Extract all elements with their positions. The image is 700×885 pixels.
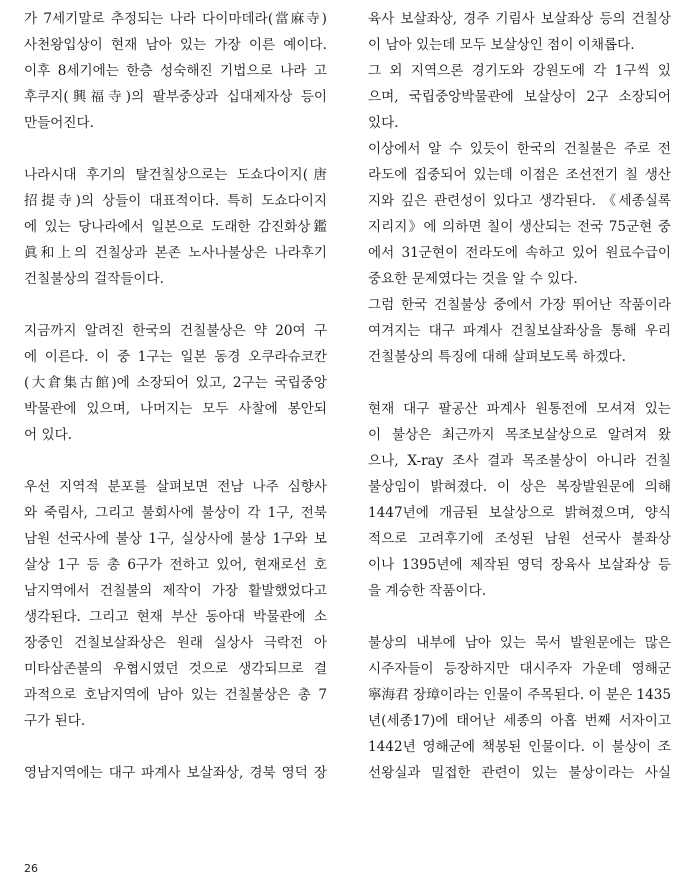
text-line: 으나, X-ray 조사 결과 목조불상이 아니라 건칠	[368, 453, 671, 469]
text-line: 남지역에서 건칠불의 제작이 가장 활발했었다고	[24, 583, 327, 599]
text-line: 에서 31군현이 전라도에 속하고 있어 원료수급이	[368, 245, 671, 261]
text-line: 박물관에 있으며, 나머지는 모두 사찰에 봉안되	[24, 401, 327, 417]
paragraph	[24, 318, 327, 448]
text-line: 선왕실과 밀접한 관련이 있는 불상이라는 사실	[368, 765, 671, 781]
text-line: 남원 선국사에 불상 1구, 실상사에 불상 1구와 보	[24, 531, 327, 547]
text-line: 육사 보살좌상, 경주 기림사 보살좌상 등의 건칠상	[368, 11, 671, 27]
text-line: 현재 대구 팔공산 파계사 원통전에 모셔져 있는	[368, 401, 671, 417]
text-line: 그럼 한국 건칠불상 중에서 가장 뛰어난 작품이라	[368, 297, 671, 313]
text-line: 眞和上의 건칠상과 본존 노사나불상은 나라후기	[24, 245, 327, 261]
paragraph-gap	[368, 604, 671, 630]
paragraph	[24, 162, 327, 292]
text-line: 영남지역에는 대구 파계사 보살좌상, 경북 영덕 장	[24, 765, 327, 781]
text-line: 라도에 집중되어 있는데 이점은 조선전기 칠 생산	[368, 167, 671, 183]
paragraph	[368, 630, 671, 786]
text-line: 이후 8세기에는 한층 성숙해진 기법으로 나라 고	[24, 63, 327, 79]
paragraph	[368, 136, 671, 292]
paragraph-gap	[24, 136, 327, 162]
text-line: 으며, 국립중앙박물관에 보살상이 2구 소장되어	[368, 89, 671, 105]
paragraph-gap	[368, 370, 671, 396]
text-line: 사천왕입상이 현재 남아 있는 가장 이른 예이다.	[24, 37, 327, 53]
text-line: 에 이른다. 이 중 1구는 일본 동경 오쿠라슈코칸	[24, 349, 327, 365]
text-line: 여겨지는 대구 파계사 건칠보살좌상을 통해 우리	[368, 323, 671, 339]
text-line: 우선 지역적 분포를 살펴보면 전남 나주 심향사	[24, 479, 327, 495]
text-line: 살상 1구 등 총 6구가 전하고 있어, 현재로선 호	[24, 557, 327, 573]
left-text-column	[24, 6, 327, 786]
text-line: 불상임이 밝혀졌다. 이 상은 복장발원문에 의해	[368, 479, 671, 495]
paragraph	[24, 760, 327, 786]
text-line: 지금까지 알려진 한국의 건칠불상은 약 20여 구	[24, 323, 327, 339]
text-line: 장중인 건칠보살좌상은 원래 실상사 극락전 아	[24, 635, 327, 651]
paragraph-gap	[24, 734, 327, 760]
text-line: 건칠불상의 특징에 대해 살펴보도록 하겠다.	[368, 349, 626, 365]
paragraph	[368, 58, 671, 136]
paragraph	[24, 474, 327, 734]
text-line: 와 죽림사, 그리고 불회사에 불상이 각 1구, 전북	[24, 505, 327, 521]
text-line: 지리지》에 의하면 칠이 생산되는 전국 75군현 중	[368, 219, 671, 235]
paragraph-gap	[24, 448, 327, 474]
paragraph-gap	[24, 292, 327, 318]
text-line: 과적으로 호남지역에 남아 있는 건칠불상은 총 7	[24, 687, 327, 703]
text-line: 그 외 지역으론 경기도와 강원도에 각 1구씩 있	[368, 63, 671, 79]
text-line: 미타삼존불의 우협시였던 것으로 생각되므로 결	[24, 661, 327, 677]
text-line: 시주자들이 등장하지만 대시주자 가운데 영해군	[368, 661, 671, 677]
text-line: 寧海君 장璋이라는 인물이 주목된다. 이 분은 1435	[368, 687, 672, 703]
text-line: 어 있다.	[24, 427, 73, 443]
paragraph	[368, 6, 671, 58]
text-line: 招提寺)의 상들이 대표적이다. 특히 도쇼다이지	[24, 193, 327, 209]
text-line: 지와 깊은 관련성이 있다고 생각된다. 《세종실록	[368, 193, 671, 209]
text-line: 나라시대 후기의 탈건칠상으로는 도쇼다이지(唐	[24, 167, 327, 183]
text-line: 후쿠지(興福寺)의 팔부중상과 십대제자상 등이	[24, 89, 327, 105]
text-line: 가 7세기말로 추정되는 나라 다이마데라(當麻寺)	[24, 11, 327, 27]
text-line: 중요한 문제였다는 것을 알 수 있다.	[368, 271, 578, 287]
paragraph	[368, 292, 671, 370]
text-line: 1442년 영해군에 책봉된 인물이다. 이 불상이 조	[368, 739, 671, 755]
text-line: 만들어진다.	[24, 115, 94, 131]
text-line: 건칠불상의 걸작들이다.	[24, 271, 164, 287]
text-line: 년(세종17)에 태어난 세종의 아홉 번째 서자이고	[368, 713, 671, 729]
text-line: (大倉集古館)에 소장되어 있고, 2구는 국립중앙	[24, 375, 327, 391]
text-line: 이 남아 있는데 모두 보살상인 점이 이채롭다.	[368, 37, 635, 53]
text-line: 있다.	[368, 115, 399, 131]
paragraph	[368, 396, 671, 604]
text-line: 이나 1395년에 제작된 영덕 장육사 보살좌상 등	[368, 557, 671, 573]
text-line: 이상에서 알 수 있듯이 한국의 건칠불은 주로 전	[368, 141, 671, 157]
text-line: 생각된다. 그리고 현재 부산 동아대 박물관에 소	[24, 609, 327, 625]
text-line: 불상의 내부에 남아 있는 묵서 발원문에는 많은	[368, 635, 671, 651]
text-line: 이 불상은 최근까지 목조보살상으로 알려져 왔	[368, 427, 671, 443]
paragraph	[24, 6, 327, 136]
text-line: 에 있는 당나라에서 일본으로 도래한 감진화상鑑	[24, 219, 327, 235]
page-number: 26	[24, 862, 38, 875]
text-line: 적으로 고려후기에 조성된 남원 선국사 불좌상	[368, 531, 671, 547]
text-line: 1447년에 개금된 보살상으로 밝혀졌으며, 양식	[368, 505, 671, 521]
right-text-column	[368, 6, 671, 786]
text-line: 을 계승한 작품이다.	[368, 583, 487, 599]
text-line: 구가 된다.	[24, 713, 86, 729]
